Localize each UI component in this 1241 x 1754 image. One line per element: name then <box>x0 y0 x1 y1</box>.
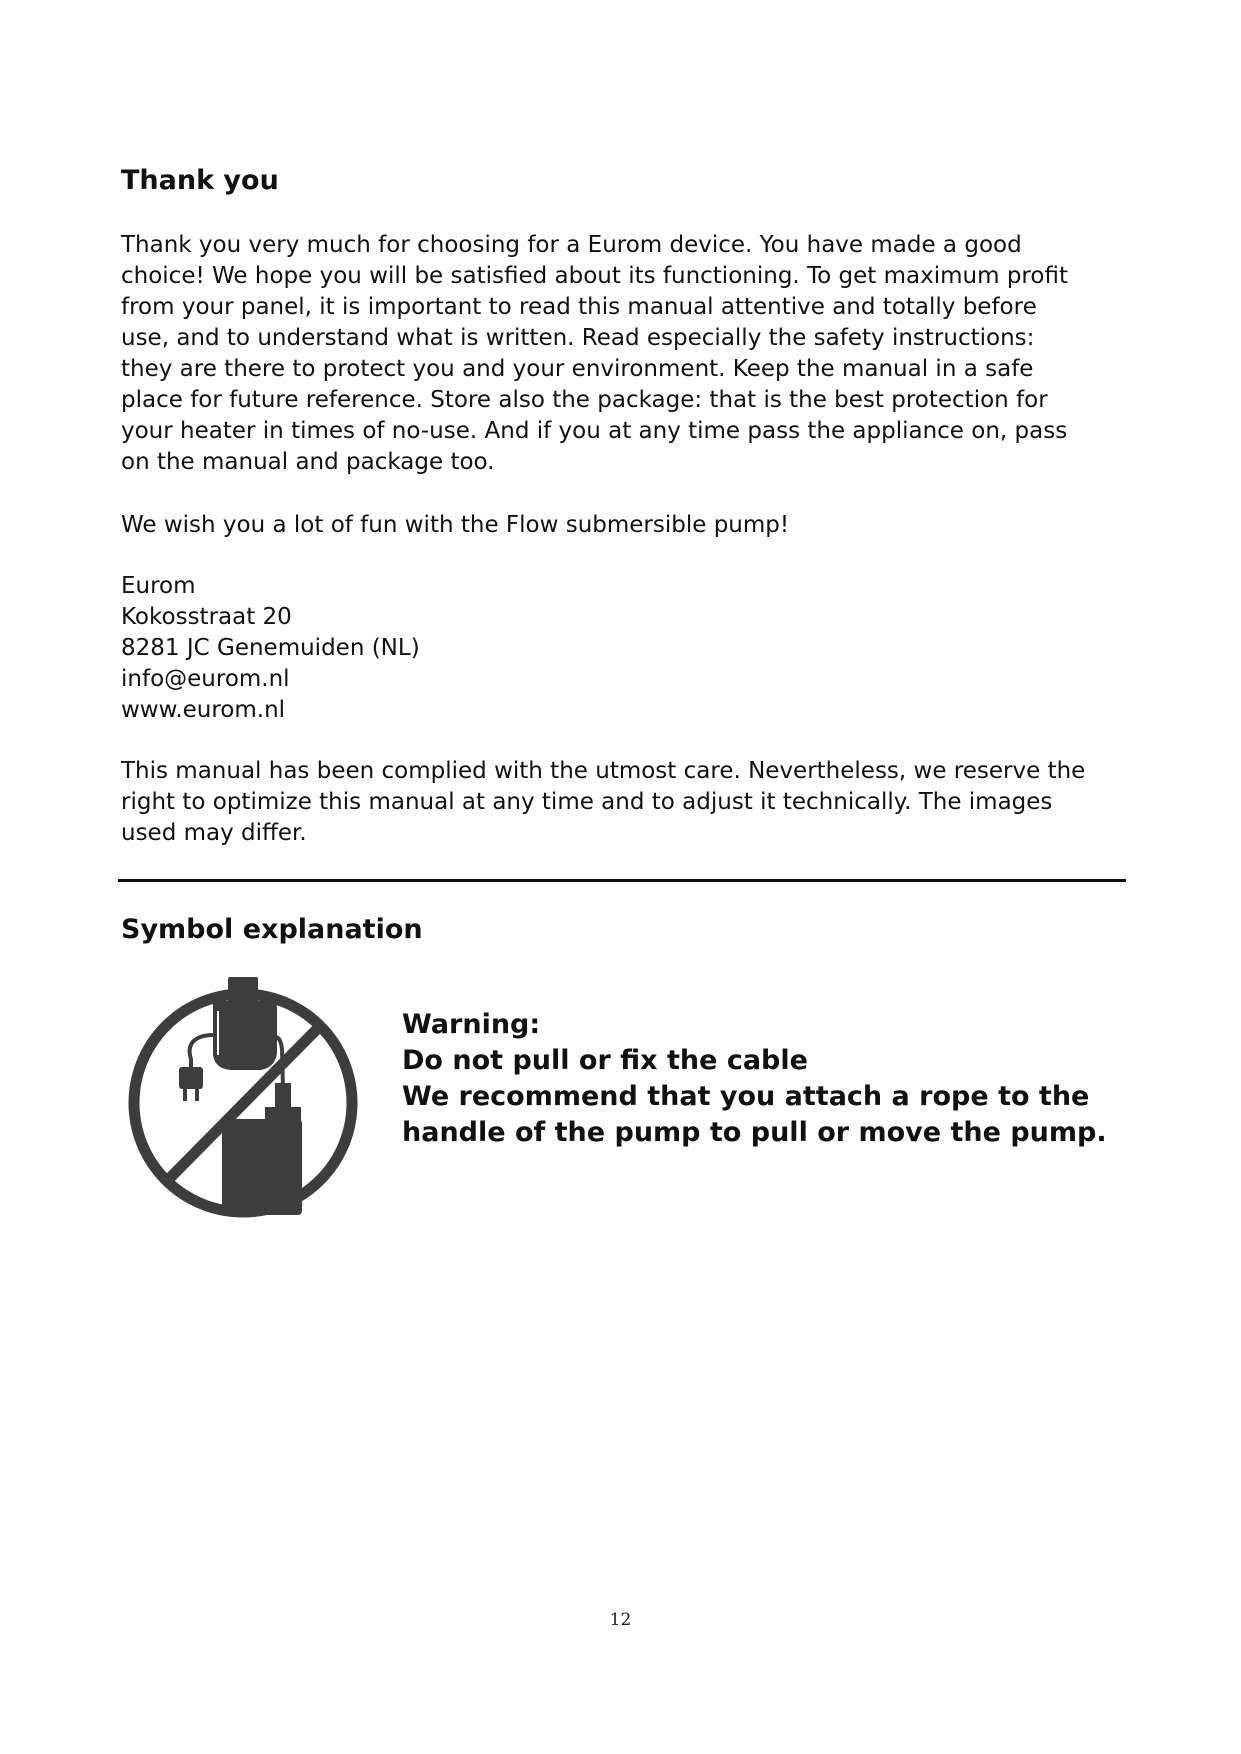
intro-line: on the manual and package too. <box>121 449 495 475</box>
pump-shape <box>222 1083 302 1215</box>
thank-you-heading: Thank you <box>121 165 279 196</box>
disclaimer-paragraph <box>121 756 1131 849</box>
disclaimer-line: used may differ. <box>121 820 307 846</box>
section-divider <box>118 879 1126 882</box>
plug-shape <box>179 1067 203 1101</box>
cable-shape <box>190 1035 214 1069</box>
company-address <box>121 571 1131 726</box>
intro-line: choice! We hope you will be satisfied about its functioning. To get maximum profit <box>121 263 1068 289</box>
warning-title: Warning: <box>402 1009 541 1040</box>
intro-line: Thank you very much for choosing for a Eurom device. You have made a good <box>121 232 1022 258</box>
intro-line: your heater in times of no-use. And if you at any time pass the appliance on, pass <box>121 418 1068 444</box>
warning-line: handle of the pump to pull or move the pump. <box>402 1117 1107 1148</box>
intro-line: they are there to protect you and your environment. Keep the manual in a safe <box>121 356 1034 382</box>
company-name: Eurom <box>121 573 196 599</box>
street-address: Kokosstraat 20 <box>121 604 292 630</box>
do-not-pull-cable-icon <box>121 977 391 1229</box>
intro-line: from your panel, it is important to read this manual attentive and totally before <box>121 294 1037 320</box>
city-address: 8281 JC Genemuiden (NL) <box>121 635 420 661</box>
page-number: 12 <box>609 1610 632 1630</box>
warning-line: Do not pull or fix the cable <box>402 1045 808 1076</box>
symbol-explanation-heading: Symbol explanation <box>121 914 423 945</box>
warning-line: We recommend that you attach a rope to the <box>402 1081 1090 1112</box>
email-address: info@eurom.nl <box>121 666 290 692</box>
warning-text <box>402 1007 1162 1151</box>
disclaimer-line: right to optimize this manual at any time and to adjust it technically. The images <box>121 789 1053 815</box>
intro-line: use, and to understand what is written. Read especially the safety instructions: <box>121 325 1035 351</box>
intro-line: place for future reference. Store also the package: that is the best protection for <box>121 387 1048 413</box>
wish-text: We wish you a lot of fun with the Flow submersible pump! <box>121 512 790 538</box>
intro-paragraph <box>121 230 1131 478</box>
website-address: www.eurom.nl <box>121 697 286 723</box>
disclaimer-line: This manual has been complied with the utmost care. Nevertheless, we reserve the <box>121 758 1086 784</box>
